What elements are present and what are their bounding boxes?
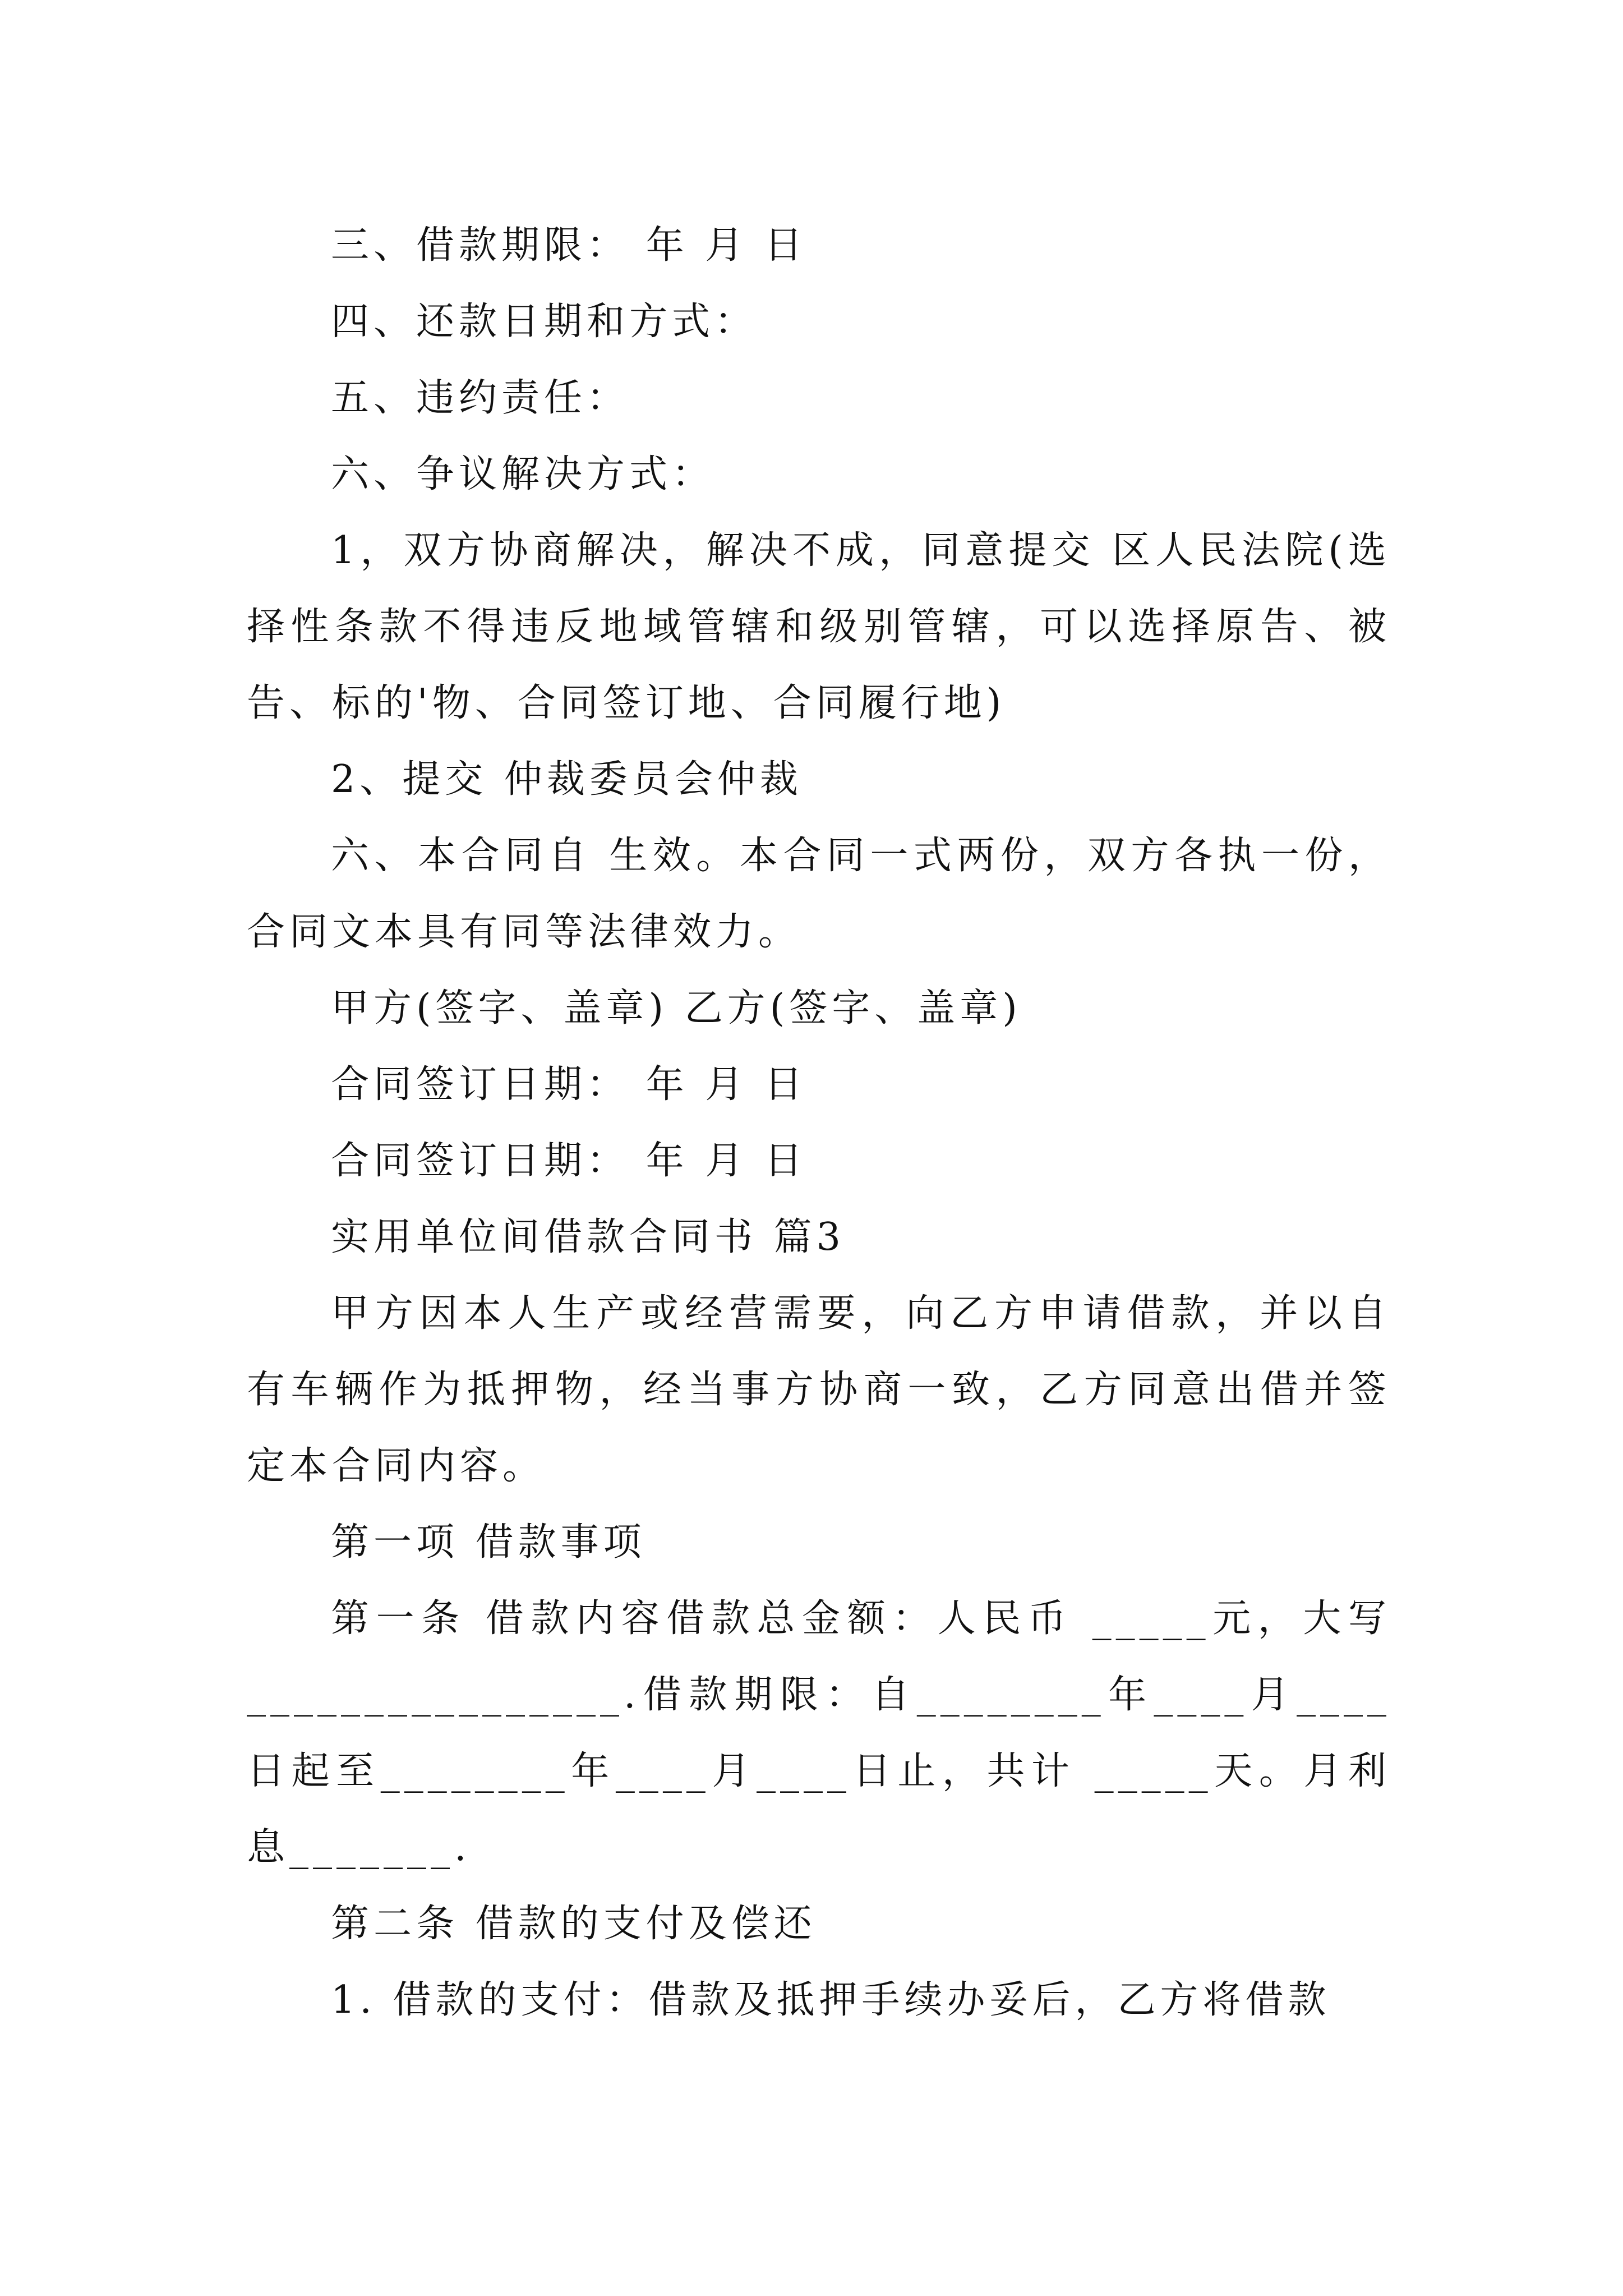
- signature-parties: 甲方(签字、盖章) 乙方(签字、盖章): [331, 986, 1022, 1030]
- signing-date-2: 合同签订日期： 年 月 日: [331, 1139, 807, 1183]
- preamble: 甲方因本人生产或经营需要，向乙方申请借款，并以自有车辆作为抵押物，经当事方协商一致，乙方同意出借并签定本合同内容。: [247, 1291, 1391, 1488]
- document-body: [247, 208, 1391, 2039]
- clause-dispute: 六、争议解决方式：: [331, 452, 715, 496]
- signing-date-1: 合同签订日期： 年 月 日: [331, 1062, 807, 1107]
- item-one-heading: 第一项 借款事项: [331, 1520, 646, 1565]
- clause-repayment: 四、还款日期和方式：: [331, 300, 758, 344]
- dispute-option-arbitration: 2、提交 仲裁委员会仲裁: [331, 757, 803, 802]
- clause-effectiveness: 六、本合同自 生效。本合同一式两份，双方各执一份，合同文本具有同等法律效力。: [247, 834, 1391, 954]
- article-two-heading: 第二条 借款的支付及偿还: [331, 1902, 817, 1946]
- article-two-point-one: 1. 借款的支付：借款及抵押手续办妥后，乙方将借款: [331, 1978, 1331, 2022]
- clause-breach: 五、违约责任：: [331, 376, 630, 420]
- article-one: 第一条 借款内容借款总金额：人民币 _____元，大写________________.借款期限：自________年____月____日起至________年____月____日止，共计 _____天。月利息_______.: [247, 1596, 1391, 1870]
- dispute-option-court: 1，双方协商解决，解决不成，同意提交 区人民法院(选择性条款不得违反地域管辖和级别管辖，可以选择原告、被告、标的'物、合同签订地、合同履行地): [247, 528, 1391, 725]
- section-title: 实用单位间借款合同书 篇3: [331, 1215, 845, 1259]
- clause-loan-term: 三、借款期限： 年 月 日: [331, 223, 807, 268]
